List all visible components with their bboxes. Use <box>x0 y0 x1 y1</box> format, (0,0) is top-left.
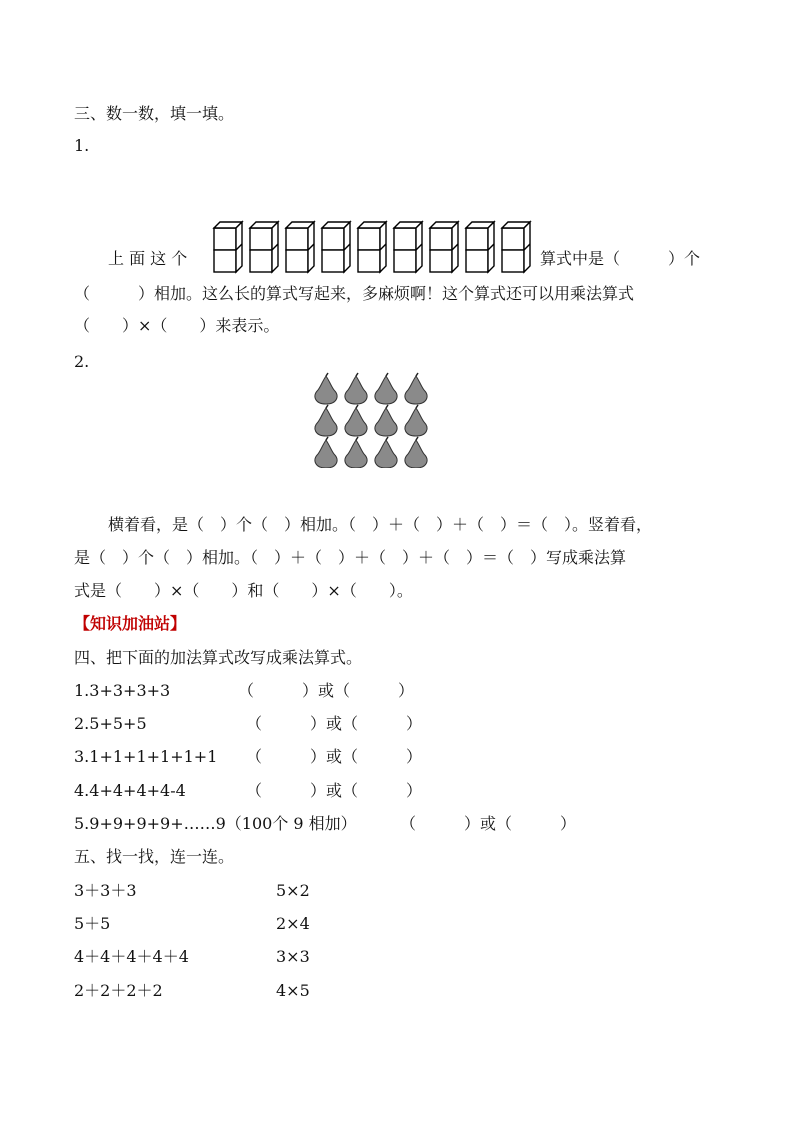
cube-stack <box>358 222 386 272</box>
pear-stem <box>386 437 388 440</box>
cube-stack <box>250 222 278 272</box>
q1-text-after-cubes: 算式中是（ ）个 <box>540 249 701 268</box>
s5-left-1: 3＋3＋3 <box>74 881 137 900</box>
pear-stem <box>416 373 418 376</box>
s5-left-2: 5＋5 <box>74 914 111 933</box>
pear-stem <box>356 437 358 440</box>
s4-item-3-blank: （ ）或（ ） <box>246 747 423 766</box>
section3-title: 三、数一数，填一填。 <box>74 104 235 123</box>
cube-stack <box>322 222 350 272</box>
section4-title: 四、把下面的加法算式改写成乘法算式。 <box>74 648 363 667</box>
q1-text-before-cubes: 上 面 这 个 <box>108 249 188 268</box>
pear-icon <box>315 440 337 468</box>
pear-icon <box>375 376 397 404</box>
pear-stem <box>386 405 388 408</box>
pear-icon <box>345 440 367 468</box>
s5-right-1: 5×2 <box>276 881 310 900</box>
pear-icon <box>405 408 427 436</box>
q2-number: 2. <box>74 352 90 371</box>
pear-icon <box>405 440 427 468</box>
pear-stem <box>326 405 328 408</box>
pear-stem <box>356 373 358 376</box>
cube-stack <box>214 222 242 272</box>
cube-stack <box>286 222 314 272</box>
s4-item-1-blank: （ ）或（ ） <box>238 681 415 700</box>
s5-right-4: 4×5 <box>276 981 310 1000</box>
pears-figure <box>312 372 432 468</box>
q2-line2: 是（ ）个（ ）相加。（ ）＋（ ）＋（ ）＋（ ）＝（ ）写成乘法算 <box>74 548 627 567</box>
pear-stem <box>326 437 328 440</box>
cube-stack <box>466 222 494 272</box>
s4-item-3-expr: 3.1+1+1+1+1+1 <box>74 747 218 766</box>
pear-stem <box>326 373 328 376</box>
q2-line1: 横着看，是（ ）个（ ）相加。（ ）＋（ ）＋（ ）＝（ ）。竖着看， <box>108 515 653 534</box>
section5-title: 五、找一找，连一连。 <box>74 847 235 866</box>
q1-number: 1. <box>74 136 90 155</box>
cube-stack <box>430 222 458 272</box>
s5-right-2: 2×4 <box>276 914 310 933</box>
pear-icon <box>345 376 367 404</box>
s4-item-5-expr: 5.9+9+9+9+……9（100个 9 相加） <box>74 814 357 833</box>
q1-line2: （ ）相加。这么长的算式写起来，多麻烦啊！这个算式还可以用乘法算式 <box>74 284 635 303</box>
pear-stem <box>416 405 418 408</box>
knowledge-banner: 【知识加油站】 <box>74 614 187 633</box>
pear-stem <box>416 437 418 440</box>
s4-item-5-blank: （ ）或（ ） <box>400 814 577 833</box>
s4-item-1-expr: 1.3+3+3+3 <box>74 681 171 700</box>
s5-left-4: 2＋2＋2＋2 <box>74 981 163 1000</box>
pear-icon <box>315 376 337 404</box>
pear-icon <box>405 376 427 404</box>
cube-stack <box>394 222 422 272</box>
pear-stem <box>356 405 358 408</box>
pear-icon <box>315 408 337 436</box>
q2-line3: 式是（ ）×（ ）和（ ）×（ ）。 <box>74 581 413 600</box>
s4-item-4-expr: 4.4+4+4+4-4 <box>74 781 186 800</box>
pear-stem <box>386 373 388 376</box>
s5-left-3: 4＋4＋4＋4＋4 <box>74 947 189 966</box>
pear-icon <box>345 408 367 436</box>
cube-stacks-figure <box>212 220 532 274</box>
s4-item-4-blank: （ ）或（ ） <box>246 781 423 800</box>
cube-stack <box>502 222 530 272</box>
pear-icon <box>375 408 397 436</box>
s4-item-2-expr: 2.5+5+5 <box>74 714 147 733</box>
s4-item-2-blank: （ ）或（ ） <box>246 714 423 733</box>
s5-right-3: 3×3 <box>276 947 310 966</box>
pear-icon <box>375 440 397 468</box>
q1-line3: （ ）×（ ）来表示。 <box>74 316 280 335</box>
